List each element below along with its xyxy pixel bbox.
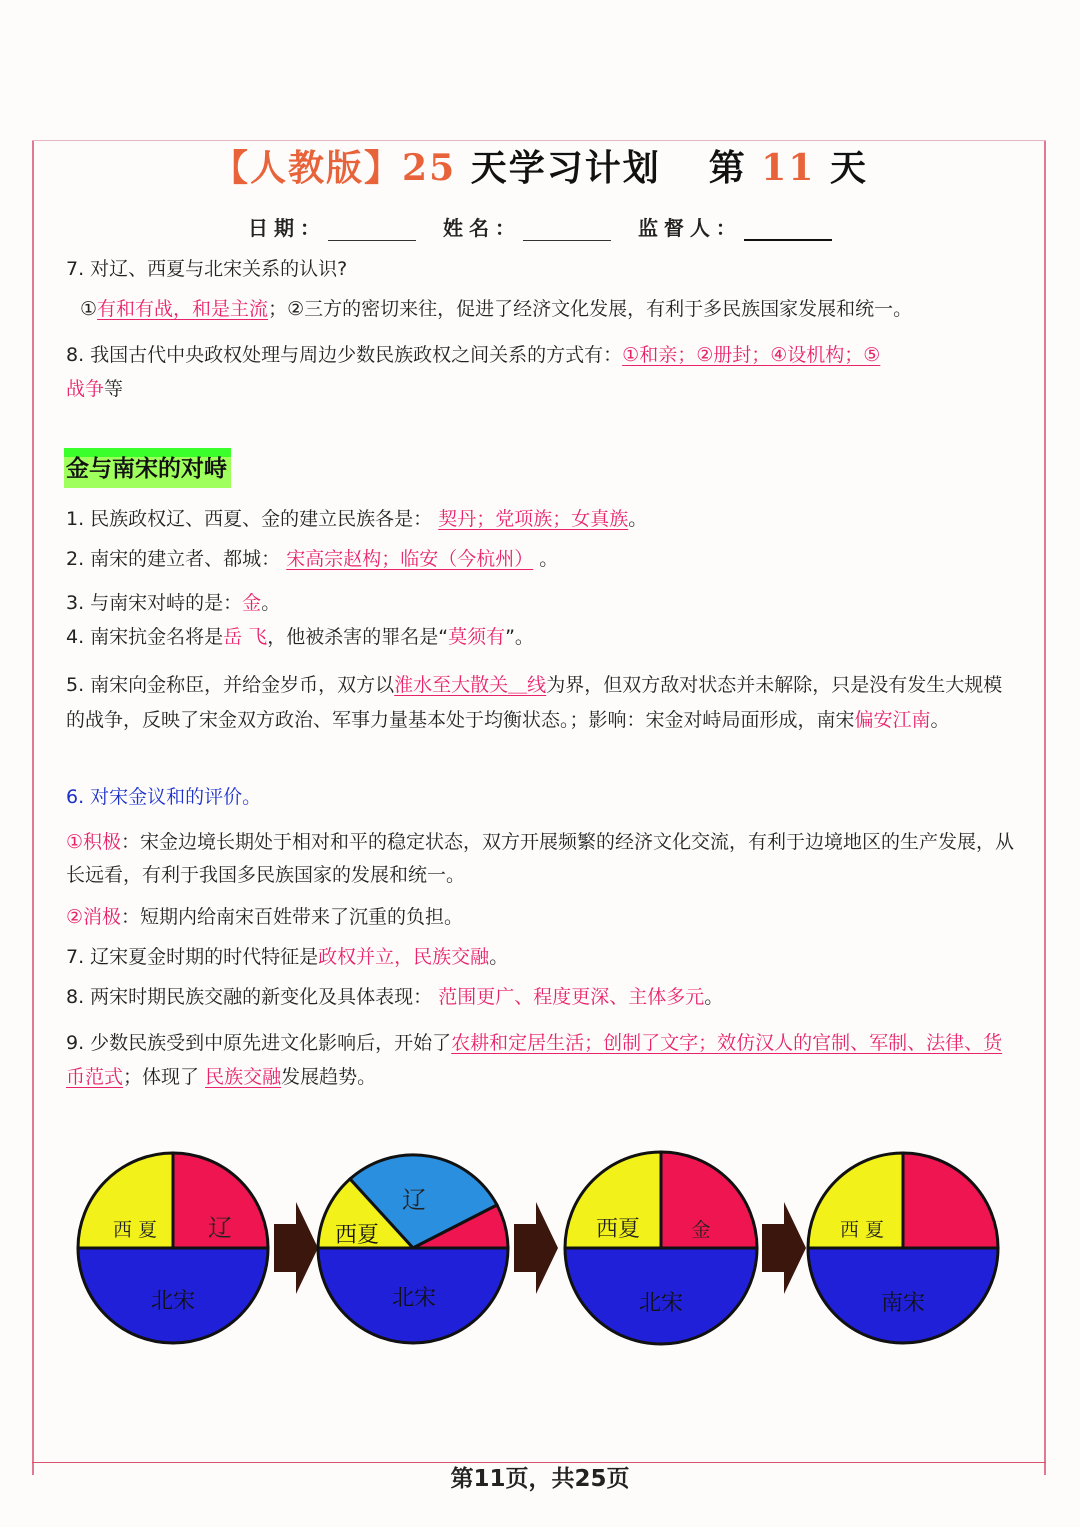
answer-8-key: ①和亲；②册封；④设机构；⑤ — [622, 344, 881, 366]
c1-liao-label: 辽 — [208, 1214, 232, 1242]
section-heading: 金与南宋的对峙 — [64, 448, 231, 488]
name-label: 姓名： — [442, 216, 521, 240]
item-5-end: 。 — [930, 709, 950, 731]
answer-7-key: 有和有战，和是主流 — [97, 298, 269, 320]
c4-nansong-label: 南宋 — [880, 1291, 926, 1316]
item-7-end: 。 — [489, 946, 509, 968]
item-3 — [66, 586, 1016, 620]
c1-xixia-label: 西 夏 — [112, 1219, 158, 1241]
title-number: 25 — [402, 147, 457, 189]
answer-8-line2 — [66, 372, 1016, 406]
circle-liao-xixia-beisong — [78, 1153, 268, 1343]
item-8 — [66, 980, 1016, 1014]
item-8-text: 8. 两宋时期民族交融的新变化及具体表现： — [66, 986, 433, 1008]
negative-label: ②消极 — [66, 906, 122, 928]
item-8-answer: 范围更广、程度更深、主体多元 — [438, 986, 705, 1008]
c2-liao-label: 辽 — [402, 1186, 426, 1214]
c3-jin-label: 金 — [691, 1219, 711, 1241]
item-1-text: 1. 民族政权辽、西夏、金的建立民族各是： — [66, 508, 433, 530]
item-2-answer: 宋高宗赵构；临安（今杭州） — [286, 548, 534, 570]
item-5-text: 5. 南宋向金称臣，并给金岁币，双方以 — [66, 674, 395, 696]
arrow-3-icon — [762, 1202, 806, 1294]
item-1-end: 。 — [628, 508, 648, 530]
item-9-end: 发展趋势。 — [281, 1066, 377, 1088]
positive-label: ①积极 — [66, 831, 122, 853]
circle-liao-xixia-beisong-2 — [318, 1155, 508, 1343]
item-9-text: 9. 少数民族受到中原先进文化影响后，开始了 — [66, 1032, 452, 1054]
answer-7-rest: ；②三方的密切来往，促进了经济文化发展，有利于多民族国家发展和统一。 — [268, 298, 913, 320]
c2-beisong-label: 北宋 — [391, 1286, 437, 1311]
answer-8-rest: 等 — [104, 378, 124, 400]
item-4-text: 4. 南宋抗金名将是 — [66, 626, 224, 648]
item-9 — [66, 1026, 1016, 1094]
question-8 — [66, 338, 1016, 372]
page-number: 第11页，共25页 — [450, 1466, 630, 1492]
item-2-end: 。 — [539, 548, 559, 570]
positive-text: ：宋金边境长期处于相对和平的稳定状态，双方开展频繁的经济文化交流，有利于边境地区的生产发展，从长远看，有利于我国多民族国家的发展和统一。 — [66, 831, 1015, 886]
supervisor-field[interactable] — [744, 221, 832, 241]
item-4-mid: ，他被杀害的罪名是“ — [267, 626, 449, 648]
arrow-1-icon — [274, 1202, 318, 1294]
item-2 — [66, 542, 1016, 576]
c2-xixia-label: 西夏 — [334, 1223, 380, 1248]
day-prefix: 第 — [708, 147, 747, 189]
day-suffix: 天 — [829, 147, 868, 189]
arrow-2-icon — [514, 1202, 558, 1294]
circle-jin-xixia-beisong — [565, 1152, 757, 1344]
c4-xixia-label: 西 夏 — [839, 1219, 885, 1241]
item-4-end: ”。 — [505, 626, 534, 648]
item-1 — [66, 502, 1016, 536]
item-7-text: 7. 辽宋夏金时期的时代特征是 — [66, 946, 319, 968]
item-5 — [66, 668, 1016, 738]
name-field[interactable] — [523, 222, 611, 241]
c3-beisong-label: 北宋 — [638, 1291, 684, 1316]
answer-7 — [80, 292, 1030, 326]
item-9-mid: ；体现了 — [123, 1066, 200, 1088]
item-6: 6. 对宋金议和的评价。 — [66, 786, 262, 808]
c1-beisong-label: 北宋 — [150, 1289, 196, 1314]
circle-nansong — [808, 1153, 998, 1343]
title-text: 天学习计划 — [470, 147, 661, 189]
question-7-text: 7. 对辽、西夏与北宋关系的认识? — [66, 258, 348, 280]
meta-row — [248, 212, 846, 241]
item-9-answer-2: 民族交融 — [205, 1066, 282, 1088]
item-5-mid: 为界，但双方敌对状态并未解除，只是没有发生大规模的战争，反映了宋金双方政治、军事力量基本处于均衡状态。；影响：宋金对峙局面形成，南宋 — [66, 674, 1003, 731]
answer-8-key2: 战争 — [66, 378, 105, 400]
negative-text: ：短期内给南宋百姓带来了沉重的负担。 — [121, 906, 464, 928]
item-6-positive — [66, 826, 1016, 892]
date-label: 日期： — [248, 216, 326, 240]
item-6-negative — [66, 900, 1016, 934]
item-3-text: 3. 与南宋对峙的是： — [66, 592, 243, 614]
question-7 — [66, 252, 1016, 286]
item-7 — [66, 940, 1016, 974]
answer-7-prefix: ① — [80, 298, 98, 320]
item-4-answer-2: 莫须有 — [448, 626, 506, 648]
item-9-answer-1: 农耕和定居生活；创制了文字；效仿汉人的官制、军制、法律、货币范式 — [66, 1032, 1003, 1088]
supervisor-label: 监督人： — [637, 216, 742, 240]
item-3-answer: 金 — [242, 592, 262, 614]
item-2-text: 2. 南宋的建立者、都城： — [66, 548, 281, 570]
item-5-answer: 淮水至大散关＿线 — [394, 674, 547, 696]
question-8-text: 8. 我国古代中央政权处理与周边少数民族政权之间关系的方式有： — [66, 344, 623, 366]
page-title — [0, 140, 1080, 191]
item-1-answer: 契丹；党项族；女真族 — [438, 508, 629, 530]
item-4-answer-1: 岳 飞 — [223, 626, 268, 648]
item-5-answer-2: 偏安江南 — [854, 709, 931, 731]
publisher-label: 【人教版】 — [212, 147, 403, 189]
territory-diagram — [60, 1150, 1020, 1360]
item-4 — [66, 620, 1016, 654]
c3-xixia-label: 西夏 — [595, 1217, 641, 1242]
date-field[interactable] — [328, 222, 416, 241]
item-8-end: 。 — [704, 986, 724, 1008]
item-3-end: 。 — [261, 592, 281, 614]
item-7-answer: 政权并立，民族交融 — [318, 946, 490, 968]
day-number: 11 — [761, 147, 816, 189]
